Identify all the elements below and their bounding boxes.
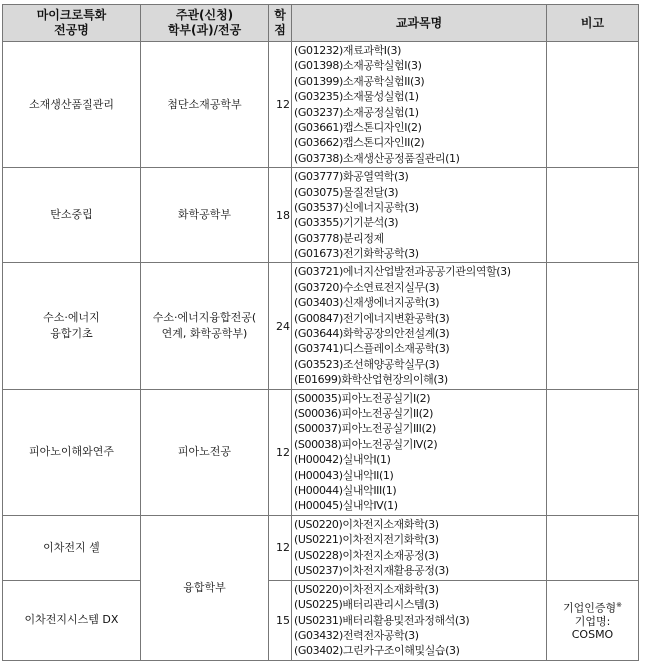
note-line: 기업인증형 [562,602,617,616]
note-mark: ※ [616,601,622,610]
header-department: 주관(신청) 학부(과)/전공 [141,5,269,42]
note-cell [547,515,639,580]
credits-cell: 12 [269,515,292,580]
course-item: (G03644)화학공장의안전설계(3) [294,327,450,341]
table-row [3,263,639,389]
header-major-name: 마이크로특화 전공명 [3,5,141,42]
course-item: (G03720)수소연료전지실무(3) [294,280,440,294]
table-row [3,168,639,263]
note-cell [547,263,639,389]
course-item: (E01699)화학산업현장의이해(3) [294,373,448,387]
course-item: (S00037)피아노전공실기III(2) [294,422,436,436]
course-item: (G00847)전기에너지변환공학(3) [294,311,450,325]
note-line: 기업명: [574,615,611,629]
course-item: (G01673)전기화학공학(3) [294,247,419,261]
department-cell-shared: 융합학부 [141,515,269,660]
courses-cell [292,389,547,515]
course-item: (G03235)소재물성실험(1) [294,90,419,104]
course-item: (H00042)실내악I(1) [294,453,391,467]
course-item: (G03537)신에너지공학(3) [294,200,419,214]
course-item: (G03661)캡스톤디자인I(2) [294,120,422,134]
courses-cell [292,263,547,389]
department-cell: 첨단소재공학부 [141,42,269,168]
course-item: (S00035)피아노전공실기I(2) [294,391,431,405]
department-cell: 피아노전공 [141,389,269,515]
department-cell: 화학공학부 [141,168,269,263]
course-item: (G03778)분리정제 [294,231,384,245]
course-item: (G03403)신재생에너지공학(3) [294,296,440,310]
header-credits: 학 점 [269,5,292,42]
credits-cell: 12 [269,42,292,168]
note-cell [547,389,639,515]
course-item: (S00038)피아노전공실기IV(2) [294,437,438,451]
course-item: (G01232)재료과학I(3) [294,44,402,57]
course-item: (G03741)디스플레이소재공학(3) [294,342,450,356]
header-row [3,5,639,42]
course-item: (G03738)소재생산공정품질관리(1) [294,151,460,165]
credits-cell: 24 [269,263,292,389]
course-item: (G01398)소재공학실험I(3) [294,59,422,73]
course-item: (S00036)피아노전공실기II(2) [294,406,434,420]
course-item: (G03402)그린카구조이해및실습(3) [294,644,460,658]
course-item: (US0220)이차전지소재화학(3) [294,582,439,596]
department-cell: 수소·에너지융합전공( 연계, 화학공학부) [141,263,269,389]
major-name-cell: 피아노이해와연주 [3,389,141,515]
course-item: (US0237)이차전지재활용공정(3) [294,563,449,577]
course-item: (G03432)전력전자공학(3) [294,628,419,642]
course-item: (G03662)캡스톤디자인II(2) [294,136,425,150]
course-item: (US0221)이차전지전기화학(3) [294,533,439,547]
course-item: (H00045)실내악IV(1) [294,499,398,513]
note-line: COSMO [571,628,614,642]
micro-major-table [2,4,639,661]
note-cell [547,168,639,263]
course-item: (H00043)실내악II(1) [294,468,394,482]
major-name-cell: 이차전지시스템 DX [3,580,141,660]
course-item: (H00044)실내악III(1) [294,483,397,497]
course-item: (G03523)조선해양공학실무(3) [294,357,440,371]
credits-cell: 18 [269,168,292,263]
credits-cell: 15 [269,580,292,660]
course-item: (G01399)소재공학실험II(3) [294,74,425,88]
major-name-cell: 수소·에너지 융합기초 [3,263,141,389]
course-item: (G03777)화공열역학(3) [294,170,409,184]
major-name-cell: 이차전지 셀 [3,515,141,580]
table-row [3,515,639,580]
table-row [3,389,639,515]
course-item: (US0225)배터리관리시스템(3) [294,598,439,612]
note-cell [547,42,639,168]
course-item: (US0220)이차전지소재화학(3) [294,517,439,531]
course-table-container [2,4,639,661]
table-row [3,580,639,660]
major-name-cell: 탄소중립 [3,168,141,263]
courses-cell [292,515,547,580]
courses-cell [292,42,547,168]
course-item: (US0228)이차전지소재공정(3) [294,548,439,562]
courses-cell [292,580,547,660]
course-item: (G03237)소재공정실험(1) [294,105,419,119]
course-item: (US0231)배터리활용및전과정해석(3) [294,613,470,627]
courses-cell [292,168,547,263]
course-item: (G03075)물질전달(3) [294,185,399,199]
table-row [3,42,639,168]
course-item: (G03355)기기분석(3) [294,216,399,230]
header-note: 비고 [547,5,639,42]
header-courses: 교과목명 [292,5,547,42]
credits-cell: 12 [269,389,292,515]
note-cell [547,580,639,660]
major-name-cell: 소재생산품질관리 [3,42,141,168]
course-item: (G03721)에너지산업발전과공공기관의역할(3) [294,265,511,279]
